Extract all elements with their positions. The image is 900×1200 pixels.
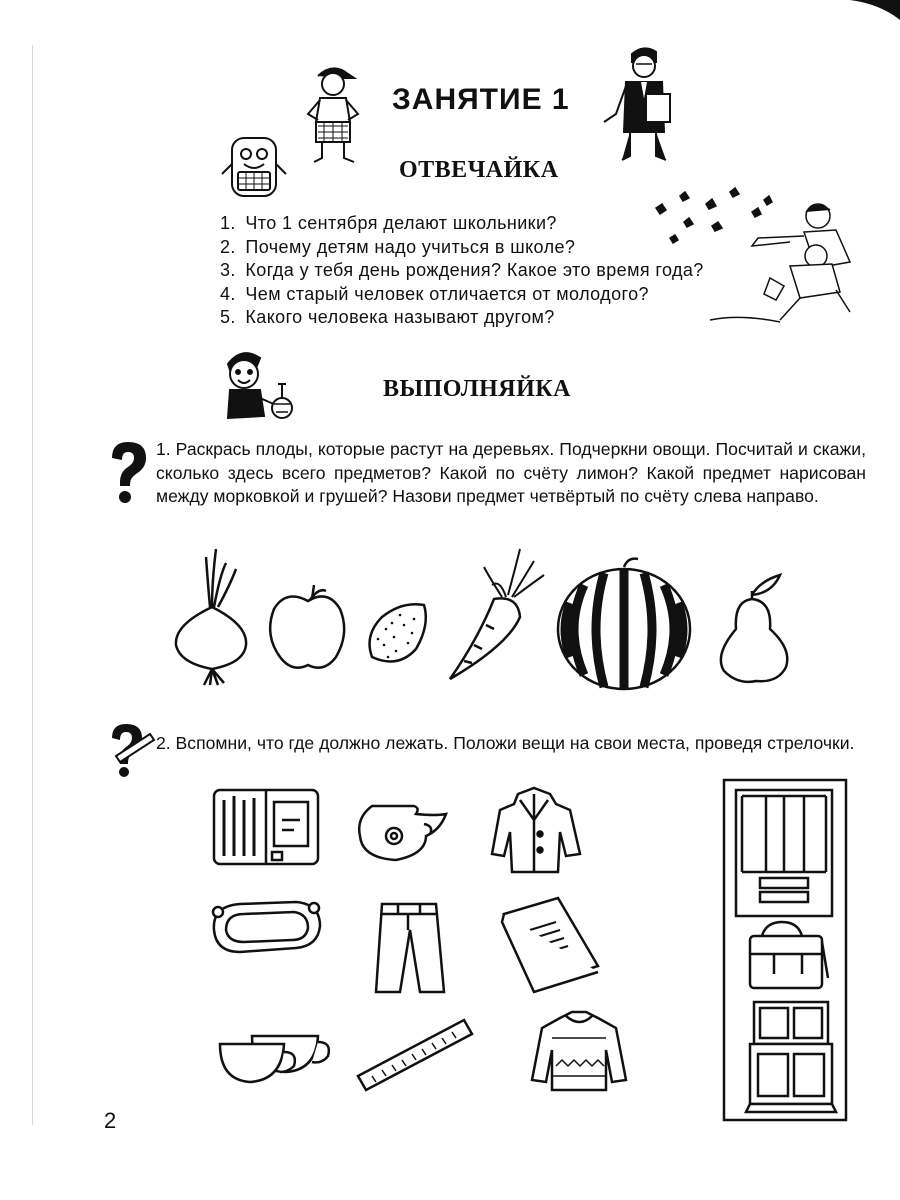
question-list	[220, 212, 704, 330]
watermelon-icon	[558, 559, 690, 689]
vypolnyaika-heading: ВЫПОЛНЯЙКА	[383, 376, 571, 402]
page-corner-shadow	[840, 0, 900, 30]
boy-illustration	[298, 62, 368, 166]
task2-items	[200, 780, 680, 1100]
sweater-icon	[532, 1012, 626, 1090]
apple-icon	[270, 585, 344, 668]
cupboard-icon	[746, 1002, 836, 1112]
teacher-illustration	[602, 42, 682, 164]
tray-icon	[213, 902, 320, 952]
pear-icon	[721, 575, 787, 682]
question-mark-icon	[106, 440, 150, 504]
otvechaika-heading: ОТВЕЧАЙКА	[399, 157, 559, 183]
task1-items	[168, 545, 800, 695]
page-number: 2	[104, 1108, 117, 1133]
notebook-icon	[502, 898, 598, 992]
carrot-icon	[450, 549, 544, 679]
jug-icon	[359, 806, 446, 860]
onion-icon	[176, 549, 246, 685]
task1-text: 1. Раскрась плоды, которые растут на деревьях. Подчеркни овощи. Посчитай и скажи, сколько здесь всего предметов? Какой по счёту лимон? Какой предмет нарисован между морковкой и грушей? Назови предмет четвёртый по счёту слева направо.	[156, 439, 866, 506]
list-item: 2. Почему детям надо учиться в школе?	[220, 236, 576, 257]
wardrobe-icon	[736, 790, 832, 916]
margin-line	[32, 45, 33, 1125]
trousers-icon	[376, 904, 444, 992]
places-panel	[722, 778, 850, 1124]
list-item: 4. Чем старый человек отличается от молодого?	[220, 283, 649, 304]
boy-with-toy-illustration	[216, 346, 300, 426]
pencil-case-icon	[214, 790, 318, 864]
children-with-leaves-illustration	[640, 182, 866, 332]
question-mark-pencil-icon	[106, 722, 156, 778]
list-item: 3. Когда у тебя день рождения? Какое это время года?	[220, 260, 704, 280]
list-item: 1. Что 1 сентября делают школьники?	[220, 213, 557, 233]
cups-icon	[220, 1036, 329, 1082]
task2-text: 2. Вспомни, что где должно лежать. Положи вещи на свои места, проведя стрелочки.	[156, 733, 855, 753]
lesson-title: ЗАНЯТИЕ 1	[392, 83, 570, 116]
phone-character-illustration	[218, 134, 290, 204]
list-item: 5. Какого человека называют другом?	[220, 307, 555, 327]
ruler-icon	[358, 1020, 472, 1090]
coat-icon	[492, 788, 580, 872]
lemon-icon	[370, 604, 426, 661]
